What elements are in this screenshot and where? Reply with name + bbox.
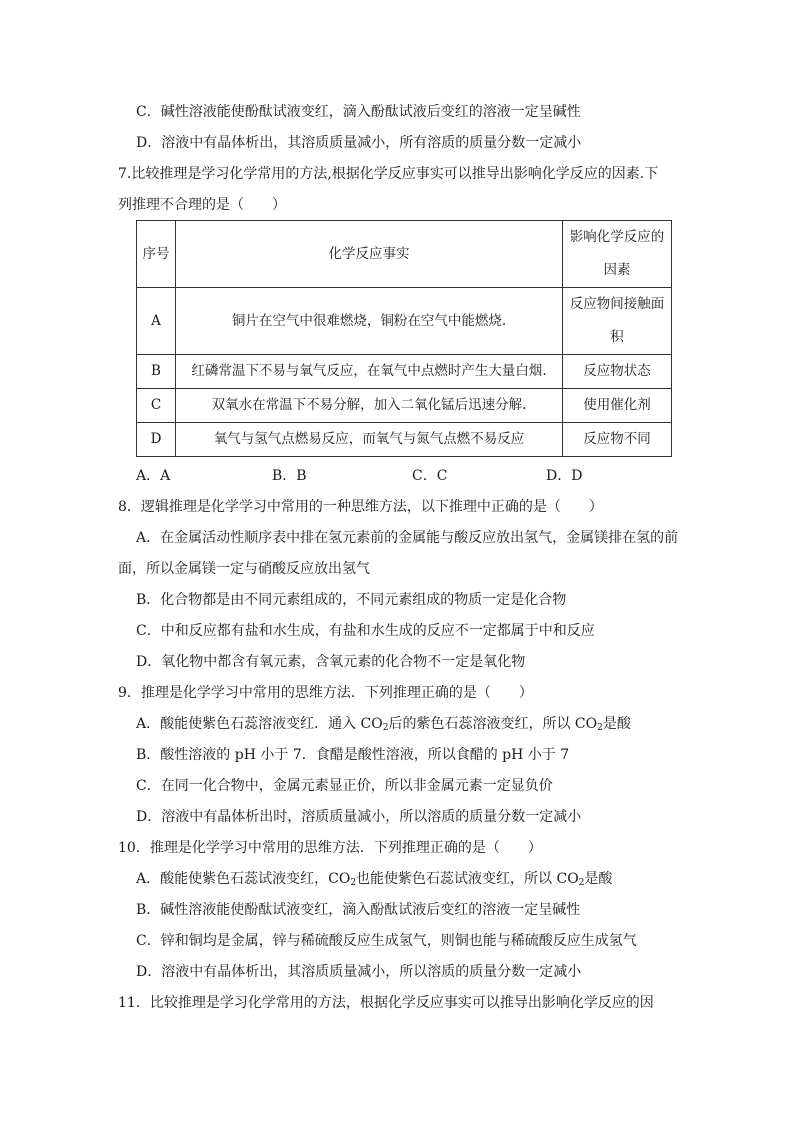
header-factor: 影响化学反应的 因素 bbox=[563, 221, 672, 288]
row-id: A bbox=[137, 288, 176, 355]
row-factor: 反应物不同 bbox=[563, 423, 672, 457]
q6-option-c: C．碱性溶液能使酚酞试液变红，滴入酚酞试液后变红的溶液一定呈碱性 bbox=[136, 104, 581, 120]
row-fact: 铜片在空气中很难燃烧，铜粉在空气中能燃烧. bbox=[176, 288, 563, 355]
q10-stem: 10．推理是化学学习中常用的思维方法．下列推理正确的是（ ） bbox=[118, 840, 542, 856]
header-fact: 化学反应事实 bbox=[176, 221, 563, 288]
q7-answer-d: D．D bbox=[546, 468, 583, 484]
row-fact: 红磷常温下不易与氧气反应，在氧气中点燃时产生大量白烟. bbox=[176, 355, 563, 389]
q6-option-d: D．溶液中有晶体析出，其溶质质量减小，所有溶质的质量分数一定减小 bbox=[136, 135, 582, 151]
row-fact: 氧气与氢气点燃易反应，而氧气与氮气点燃不易反应 bbox=[176, 423, 563, 457]
row-id: D bbox=[137, 423, 176, 457]
q8-option-b: B．化合物都是由不同元素组成的，不同元素组成的物质一定是化合物 bbox=[136, 592, 567, 608]
q11-stem-line1: 11．比较推理是学习化学常用的方法，根据化学反应事实可以推导出影响化学反应的因 bbox=[118, 995, 654, 1011]
q10-option-a: A．酸能使紫色石蕊试液变红，$CO_2$也能使紫色石蕊试液变红，所以 $CO_2$是酸 bbox=[136, 871, 613, 888]
q8-option-a-line1: A．在金属活动性顺序表中排在氢元素前的金属能与酸反应放出氢气，金属镁排在氢的前 bbox=[136, 530, 679, 546]
q7-stem-line2: 列推理不合理的是（ ） bbox=[118, 197, 286, 213]
table-row bbox=[137, 389, 672, 423]
q9-option-b: B．酸性溶液的 pH 小于 7．食醋是酸性溶液，所以食醋的 pH 小于 7 bbox=[136, 747, 570, 763]
q8-stem: 8．逻辑推理是化学学习中常用的一种思维方法，以下推理中正确的是（ ） bbox=[118, 499, 603, 515]
q8-option-a-line2: 面，所以金属镁一定与硝酸反应放出氢气 bbox=[118, 561, 370, 577]
q7-answer-b: B．B bbox=[272, 468, 307, 484]
q9-option-a: A．酸能使紫色石蕊溶液变红．通入 $CO_2$后的紫色石蕊溶液变红，所以 $CO_2$是酸 bbox=[136, 716, 631, 733]
q10-option-d: D．溶液中有晶体析出，其溶质质量减小，所以溶质的质量分数一定减小 bbox=[136, 964, 582, 980]
table-row bbox=[137, 355, 672, 389]
row-fact: 双氧水在常温下不易分解，加入二氧化锰后迅速分解. bbox=[176, 389, 563, 423]
q9-stem: 9．推理是化学学习中常用的思维方法．下列推理正确的是（ ） bbox=[118, 685, 533, 701]
row-factor: 反应物间接触面 积 bbox=[563, 288, 672, 355]
q8-option-c: C．中和反应都有盐和水生成，有盐和水生成的反应不一定都属于中和反应 bbox=[136, 623, 595, 639]
row-factor: 使用催化剂 bbox=[563, 389, 672, 423]
q10-option-c: C．锌和铜均是金属，锌与稀硫酸反应生成氢气，则铜也能与稀硫酸反应生成氢气 bbox=[136, 933, 637, 949]
q10-option-b: B．碱性溶液能使酚酞试液变红，滴入酚酞试液后变红的溶液一定呈碱性 bbox=[136, 902, 581, 918]
table-header-row bbox=[137, 221, 672, 288]
q8-option-d: D．氧化物中都含有氧元素，含氧元素的化合物不一定是氧化物 bbox=[136, 654, 526, 670]
q7-facts-table bbox=[136, 220, 672, 457]
header-index: 序号 bbox=[137, 221, 176, 288]
row-factor: 反应物状态 bbox=[563, 355, 672, 389]
q7-stem-line1: 7.比较推理是学习化学常用的方法,根据化学反应事实可以推导出影响化学反应的因素.下 bbox=[118, 166, 659, 182]
q7-answer-a: A．A bbox=[136, 468, 171, 484]
table-row bbox=[137, 288, 672, 355]
row-id: B bbox=[137, 355, 176, 389]
q9-option-d: D．溶液中有晶体析出时，溶质质量减小，所以溶质的质量分数一定减小 bbox=[136, 809, 582, 825]
q9-option-c: C．在同一化合物中，金属元素显正价，所以非金属元素一定显负价 bbox=[136, 778, 553, 794]
row-id: C bbox=[137, 389, 176, 423]
table-row bbox=[137, 423, 672, 457]
q7-answer-c: C．C bbox=[412, 468, 448, 484]
